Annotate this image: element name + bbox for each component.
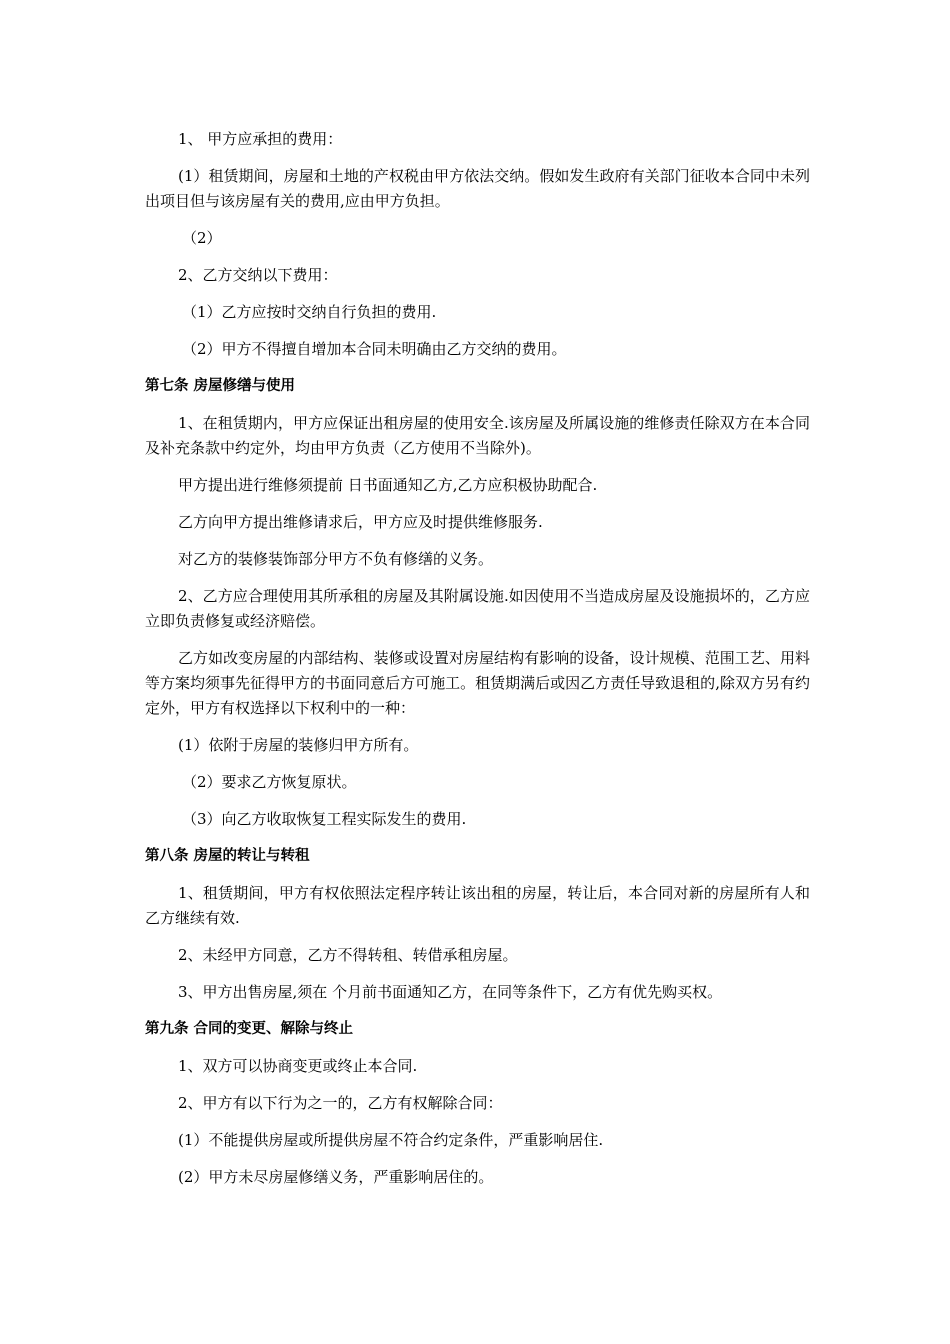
clause-paragraph: 1、 甲方应承担的费用： [178,130,343,148]
clause-paragraph: 对乙方的装修装饰部分甲方不负有修缮的义务。 [178,550,494,568]
clause-paragraph: (1）租赁期间，房屋和土地的产权税由甲方依法交纳。假如发生政府有关部门征收本合同中未列出项目但与该房屋有关的费用,应由甲方负担。 [145,167,810,210]
clause-paragraph: 1、在租赁期内，甲方应保证出租房屋的使用安全.该房屋及所属设施的维修责任除双方在本合同及补充条款中约定外，均由甲方负责（乙方使用不当除外)。 [145,414,810,457]
clause-paragraph: （2） [182,229,222,247]
clause-paragraph: 2、乙方交纳以下费用： [178,266,338,284]
clause-paragraph: (2）甲方未尽房屋修缮义务，严重影响居住的。 [178,1168,494,1186]
clause-paragraph: 3、甲方出售房屋,须在 个月前书面通知乙方，在同等条件下，乙方有优先购买权。 [178,983,723,1001]
clause-paragraph: （3）向乙方收取恢复工程实际发生的费用. [182,810,467,828]
clause-paragraph: 乙方如改变房屋的内部结构、装修或设置对房屋结构有影响的设备，设计规模、范围工艺、用料等方案均须事先征得甲方的书面同意后方可施工。租赁期满后或因乙方责任导致退租的,除双方另有约定外，甲方有权选择以下权利中的一种： [145,649,810,717]
clause-paragraph: 2、乙方应合理使用其所承租的房屋及其附属设施.如因使用不当造成房屋及设施损坏的，乙方应立即负责修复或经济赔偿。 [145,587,810,630]
article-heading: 第七条 房屋修缮与使用 [145,378,296,394]
clause-paragraph: （1）乙方应按时交纳自行负担的费用. [182,303,437,321]
clause-paragraph: 2、未经甲方同意，乙方不得转租、转借承租房屋。 [178,946,518,964]
article-heading: 第九条 合同的变更、解除与终止 [145,1021,354,1037]
clause-paragraph: 2、甲方有以下行为之一的，乙方有权解除合同： [178,1094,503,1112]
clause-paragraph: （2）要求乙方恢复原状。 [182,773,357,791]
clause-paragraph: (1）依附于房屋的装修归甲方所有。 [178,736,419,754]
clause-paragraph: 1、租赁期间，甲方有权依照法定程序转让该出租的房屋，转让后，本合同对新的房屋所有人和乙方继续有效. [145,884,810,927]
document-body [145,127,810,1202]
clause-paragraph: 1、双方可以协商变更或终止本合同. [178,1057,418,1075]
article-heading: 第八条 房屋的转让与转租 [145,848,310,864]
clause-paragraph: 甲方提出进行维修须提前 日书面通知乙方,乙方应积极协助配合. [178,476,598,494]
clause-paragraph: 乙方向甲方提出维修请求后，甲方应及时提供维修服务. [178,513,543,531]
clause-paragraph: （2）甲方不得擅自增加本合同未明确由乙方交纳的费用。 [182,340,567,358]
clause-paragraph: (1）不能提供房屋或所提供房屋不符合约定条件，严重影响居住. [178,1131,604,1149]
